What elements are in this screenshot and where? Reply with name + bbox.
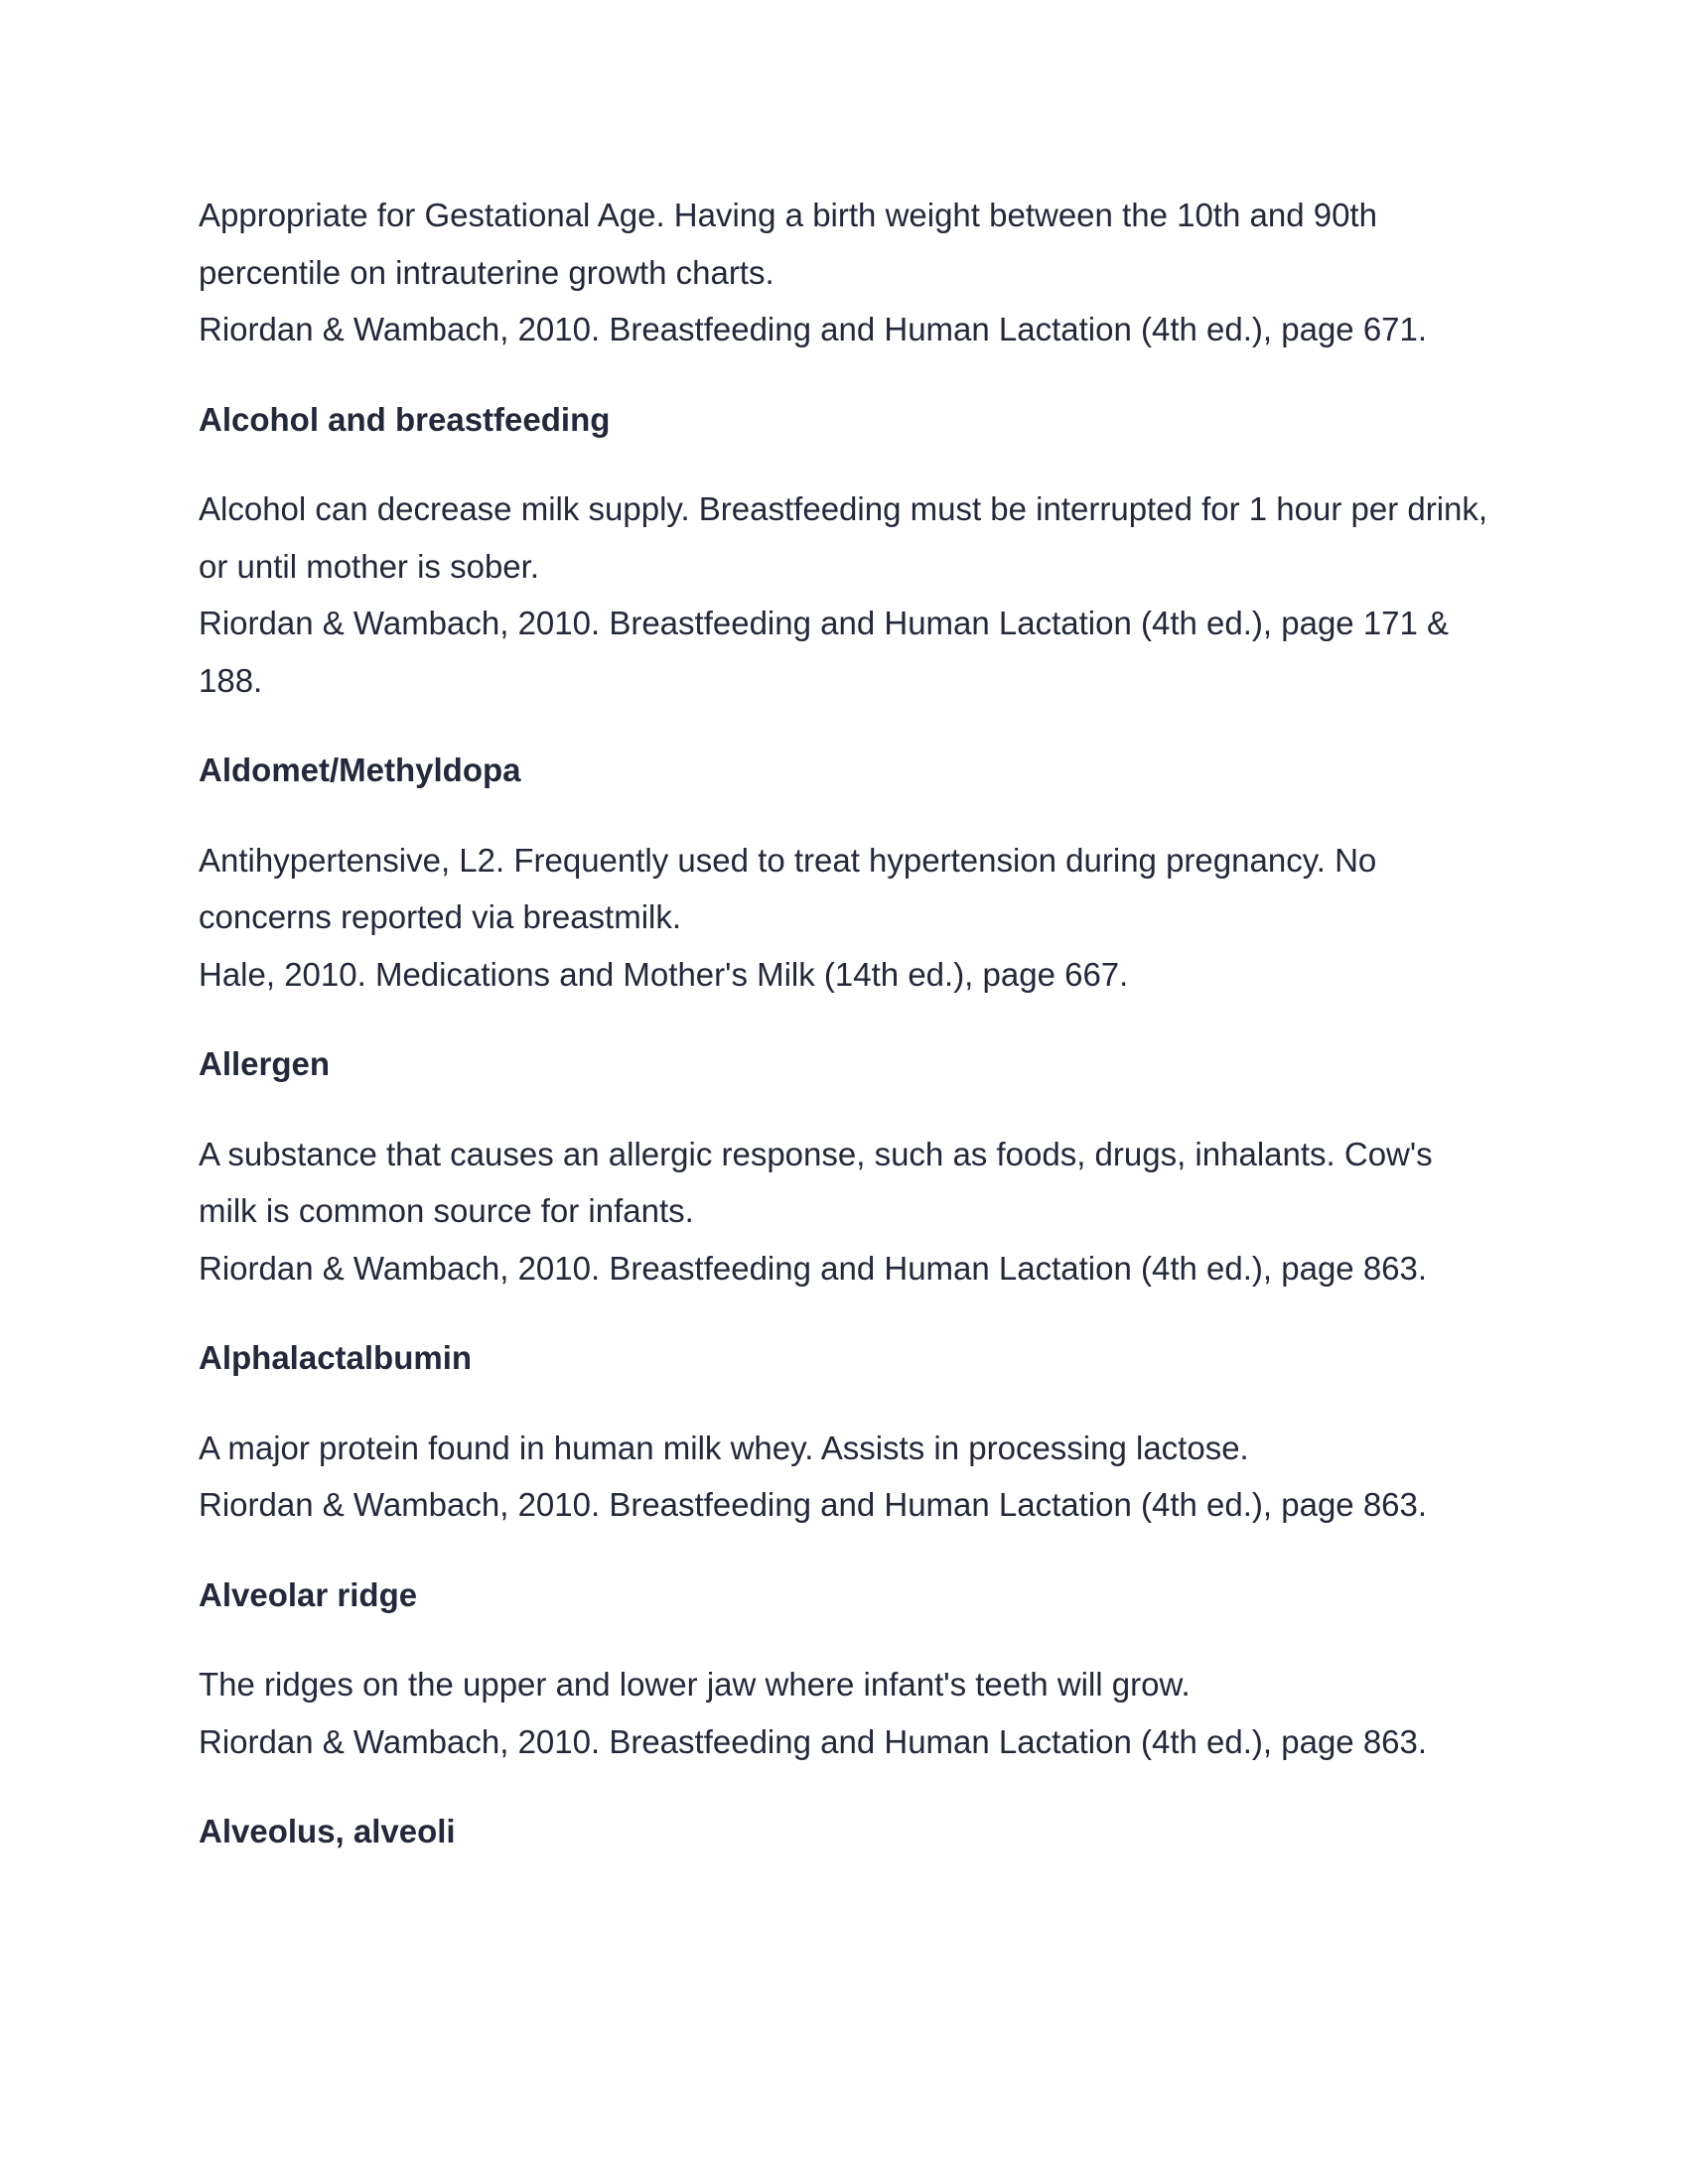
entry-body [199,1126,1489,1297]
entry-citation: Riordan & Wambach, 2010. Breastfeeding and Human Lactation (4th ed.), page 863. [199,1722,1428,1760]
entry-definition: A substance that causes an allergic response, such as foods, drugs, inhalants. Cow's milk is common source for infants. [199,1135,1433,1229]
glossary-entry-alphalactalbumin [199,1329,1489,1534]
entry-term: Aldomet/Methyldopa [199,751,521,788]
entry-body [199,1420,1489,1534]
entry-definition: Antihypertensive, L2. Frequently used to treat hypertension during pregnancy. No concerns reported via breastmilk. [199,841,1377,935]
entry-body [199,480,1489,709]
entry-definition: Appropriate for Gestational Age. Having a birth weight between the 10th and 90th percentile on intrauterine growth charts. [199,197,1377,291]
entry-term: Alcohol and breastfeeding [199,400,611,438]
entry-body [199,1656,1489,1770]
entry-citation: Riordan & Wambach, 2010. Breastfeeding and Human Lactation (4th ed.), page 171 & 188. [199,605,1450,699]
entry-definition: The ridges on the upper and lower jaw where infant's teeth will grow. [199,1666,1191,1703]
entry-term: Allergen [199,1045,331,1082]
entry-citation: Riordan & Wambach, 2010. Breastfeeding and Human Lactation (4th ed.), page 671. [199,311,1428,347]
entry-citation: Hale, 2010. Medications and Mother's Milk (14th ed.), page 667. [199,955,1129,993]
glossary-entry-allergen [199,1035,1489,1297]
glossary-entry-aldomet [199,742,1489,1003]
entry-definition: A major protein found in human milk whey. Assists in processing lactose. [199,1429,1249,1466]
glossary-page [199,187,1489,1860]
entry-term: Alveolar ridge [199,1575,418,1613]
entry-citation: Riordan & Wambach, 2010. Breastfeeding and Human Lactation (4th ed.), page 863. [199,1249,1428,1287]
entry-definition: Alcohol can decrease milk supply. Breastfeeding must be interrupted for 1 hour per drink, or until mother is sober. [199,490,1488,585]
glossary-entry-alveolar-ridge [199,1567,1489,1771]
glossary-entry-alveolus [199,1803,1489,1860]
entry-citation: Riordan & Wambach, 2010. Breastfeeding and Human Lactation (4th ed.), page 863. [199,1486,1428,1523]
entry-term: Alphalactalbumin [199,1339,473,1376]
entry-term: Alveolus, alveoli [199,1813,456,1849]
glossary-entry-alcohol [199,391,1489,710]
glossary-entry-continuation [199,187,1489,358]
entry-body [199,832,1489,1004]
